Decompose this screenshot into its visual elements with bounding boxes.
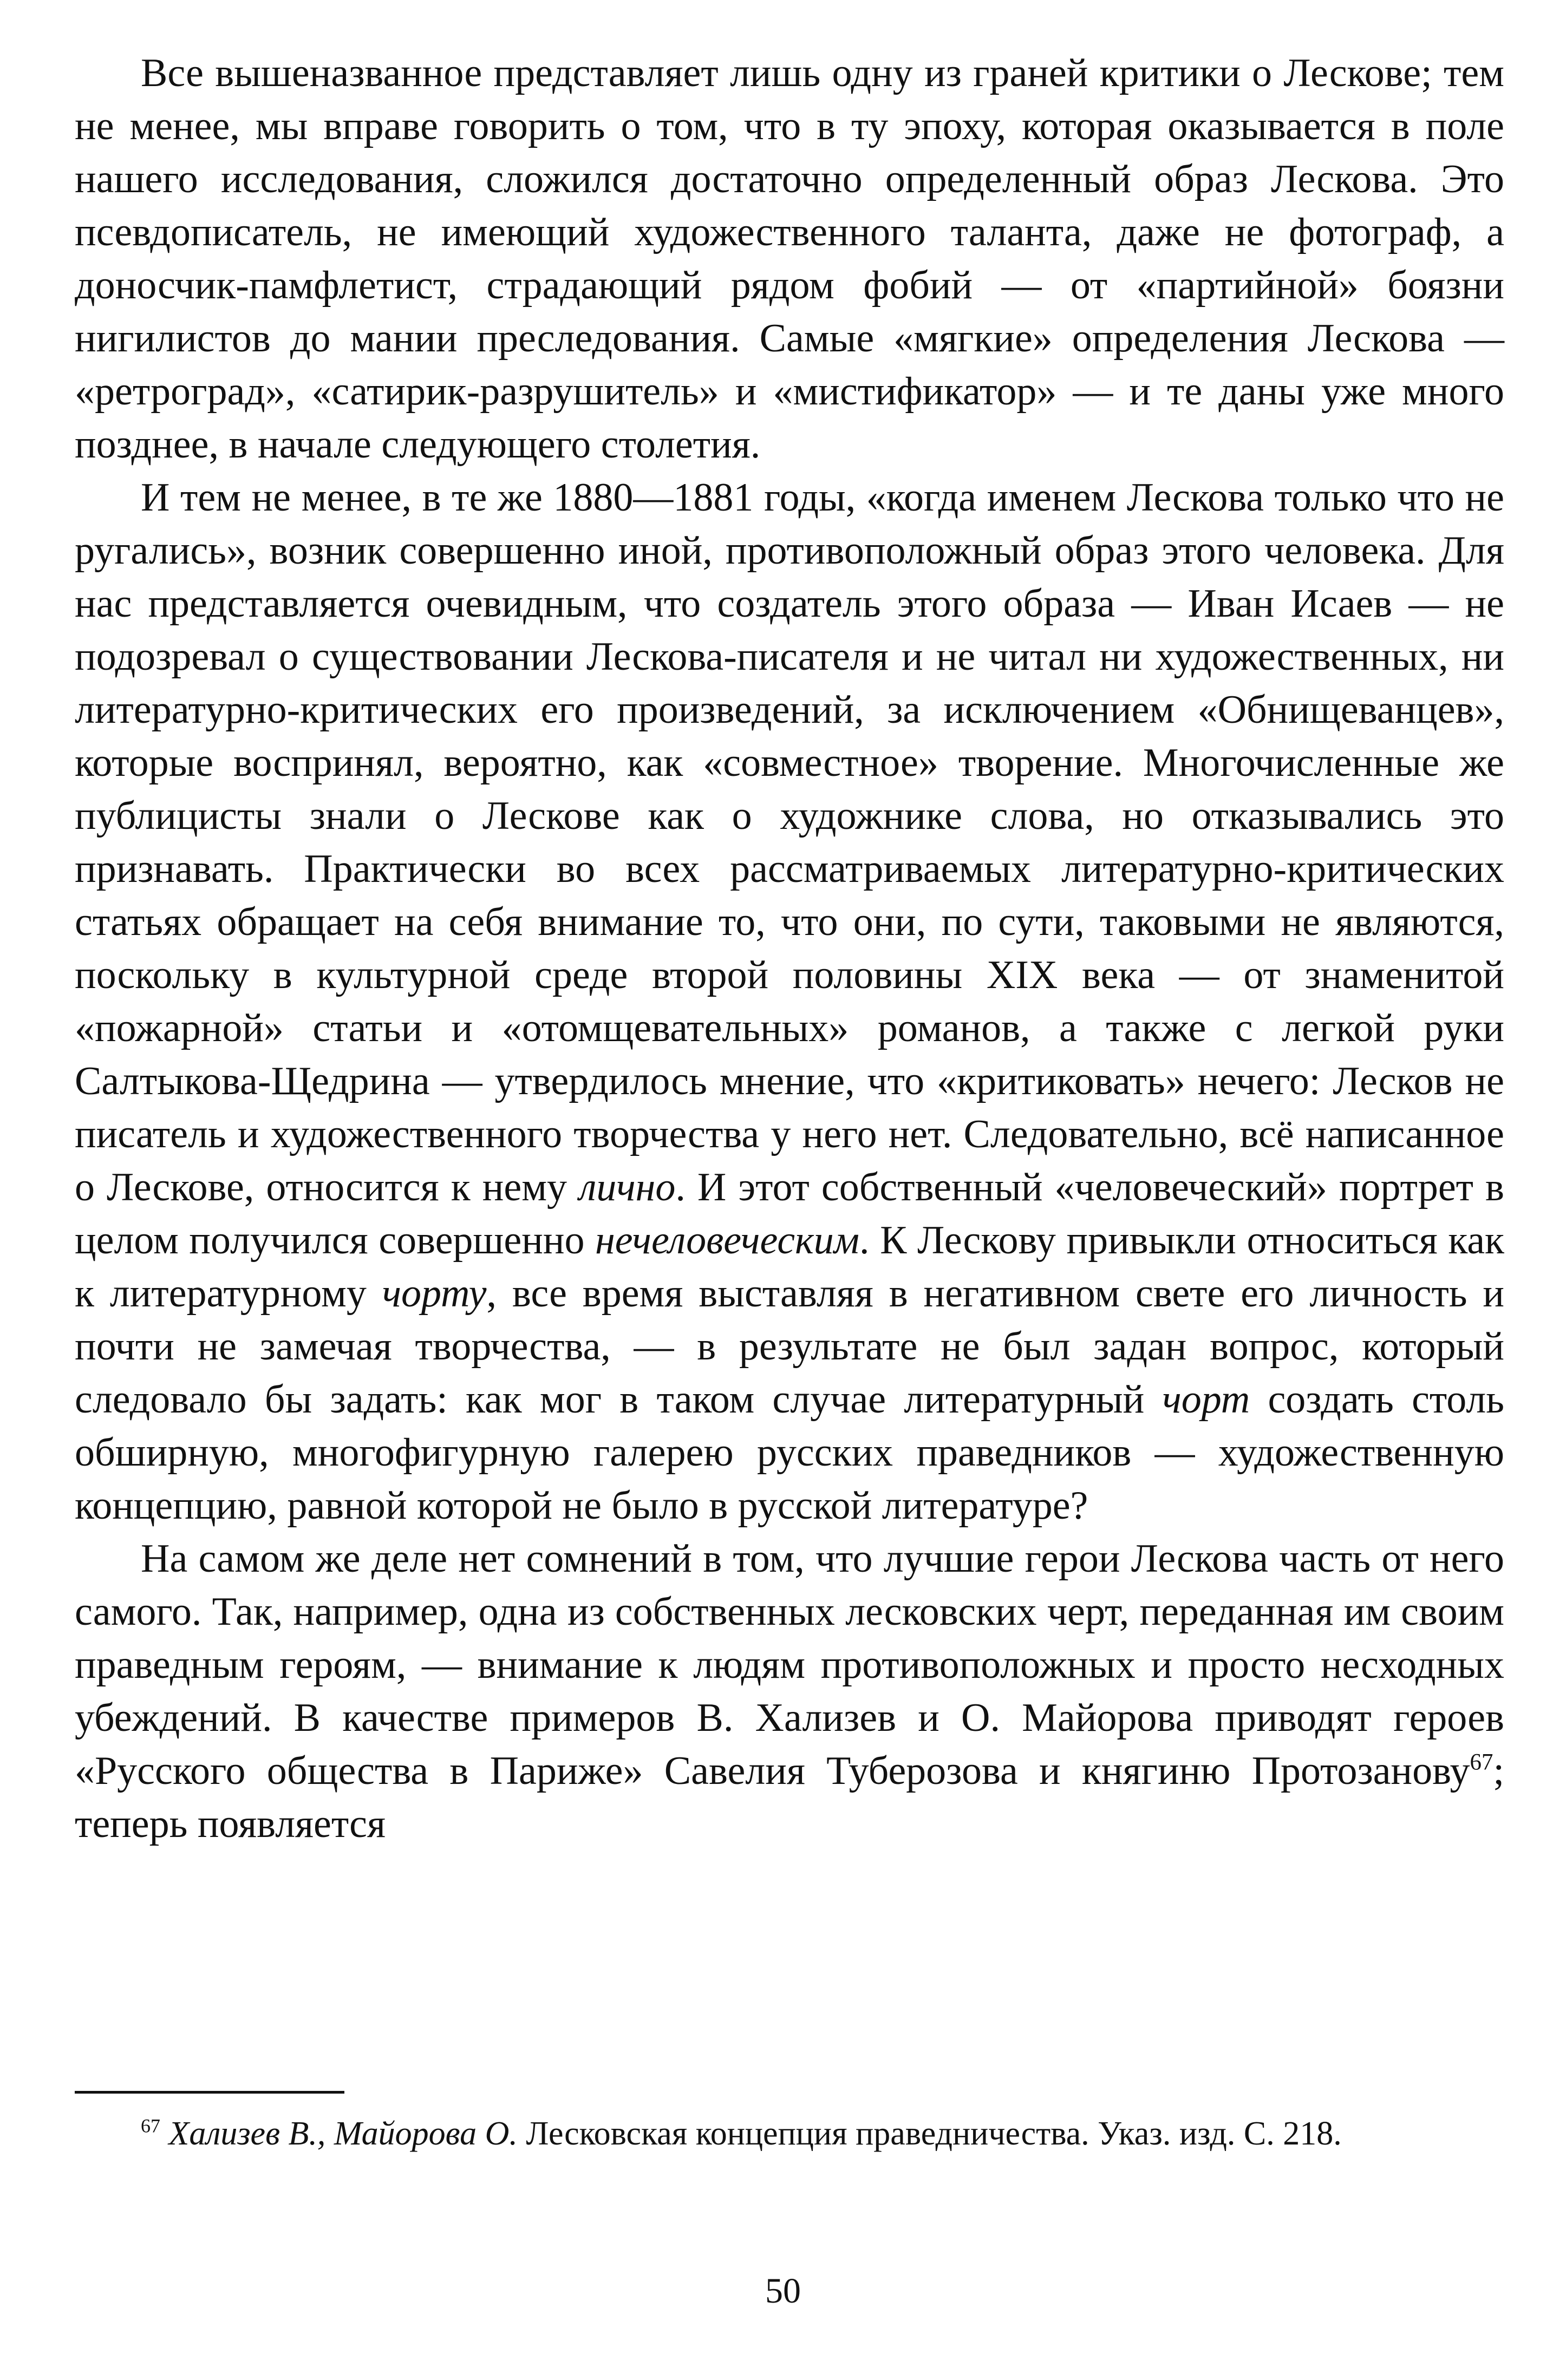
emphasized-word: чорт (1162, 1377, 1250, 1422)
emphasized-word: лично (579, 1165, 676, 1209)
emphasized-word: нечеловеческим (595, 1218, 859, 1263)
text-run: На самом же деле нет сомнений в том, что лучшие герои Лескова часть от него самого. Так, например, одна из собственных лесковских черт, переданная им своим праведным героям, — внимание к людям противоположных и просто несходных убеждений. В качестве примеров В. Хализев и О. Майорова приводят героев «Русского общества в Париже» Савелия Туберозова и княгиню Протозанову (75, 1536, 1504, 1793)
footnote-marker: 67 (141, 2115, 160, 2137)
text-run: . К Лескову привыкли относиться как к литературному (75, 1218, 1505, 1316)
main-text (75, 47, 1504, 1851)
footnote-separator (75, 2091, 344, 2094)
footnote-text: Лесковская концепция праведничества. Указ. изд. С. 218. (517, 2115, 1342, 2152)
footnote-reference: 67 (1470, 1749, 1493, 1775)
text-run: . И этот собственный «человеческий» портрет в целом получился совершенно (75, 1165, 1504, 1263)
text-run: Все вышеназванное представляет лишь одну из граней критики о Лескове; тем не менее, мы вправе говорить о том, что в ту эпоху, которая оказывается в поле нашего исследования, сложился достаточно определенный образ Лескова. Это псевдописатель, не имеющий художественного таланта, даже не фотограф, а доносчик-памфлетист, страдающий рядом фобий — от «партийной» боязни нигилистов до мании преследования. Самые «мягкие» определения Лескова — «ретроград», «сатирик-разрушитель» и «мистификатор» — и те даны уже много позднее, в начале следующего столетия. (75, 51, 1504, 467)
text-run: ; теперь появляется (75, 1749, 1504, 1846)
text-run: И тем не менее, в те же 1880—1881 годы, «когда именем Лескова только что не ругались», возник совершенно иной, противоположный образ этого человека. Для нас представляется очевидным, что создатель этого образа — Иван Исаев — не подозревал о существовании Лескова-писателя и не читал ни художественных, ни литературно-критических его произведений, за исключением «Обнищеванцев», которые воспринял, вероятно, как «совместное» творение. Многочисленные же публицисты знали о Лескове как о художнике слова, но отказывались это признавать. Практически во всех рассматриваемых литературно-критических статьях обращает на себя внимание то, что они, по сути, таковыми не являются, поскольку в культурной среде второй половины XIX века — от знаменитой «пожарной» статьи и «отомщевательных» романов, а также с легкой руки Салтыкова-Щедрина — утвердилось мнение, что «критиковать» нечего: Лесков не писатель и художественного творчества у него нет. Следовательно, всё написанное о Лескове, относится к нему (75, 475, 1504, 1209)
page-number: 50 (765, 2271, 801, 2311)
footnote (75, 2109, 1504, 2158)
paragraph (75, 1532, 1504, 1851)
paragraph (75, 47, 1504, 471)
footnote-authors: Хализев В., Майорова О. (168, 2115, 518, 2152)
emphasized-word: чорту (382, 1271, 487, 1316)
text-run: , все время выставляя в негативном свете его личность и почти не замечая творчества, — в результате не был задан вопрос, который следовало бы задать: как мог в таком случае литературный (75, 1271, 1504, 1422)
text-run: создать столь обширную, многофигурную галерею русских праведников — художественную концепцию, равной которой не было в русской литературе? (75, 1377, 1504, 1528)
paragraph (75, 471, 1504, 1532)
